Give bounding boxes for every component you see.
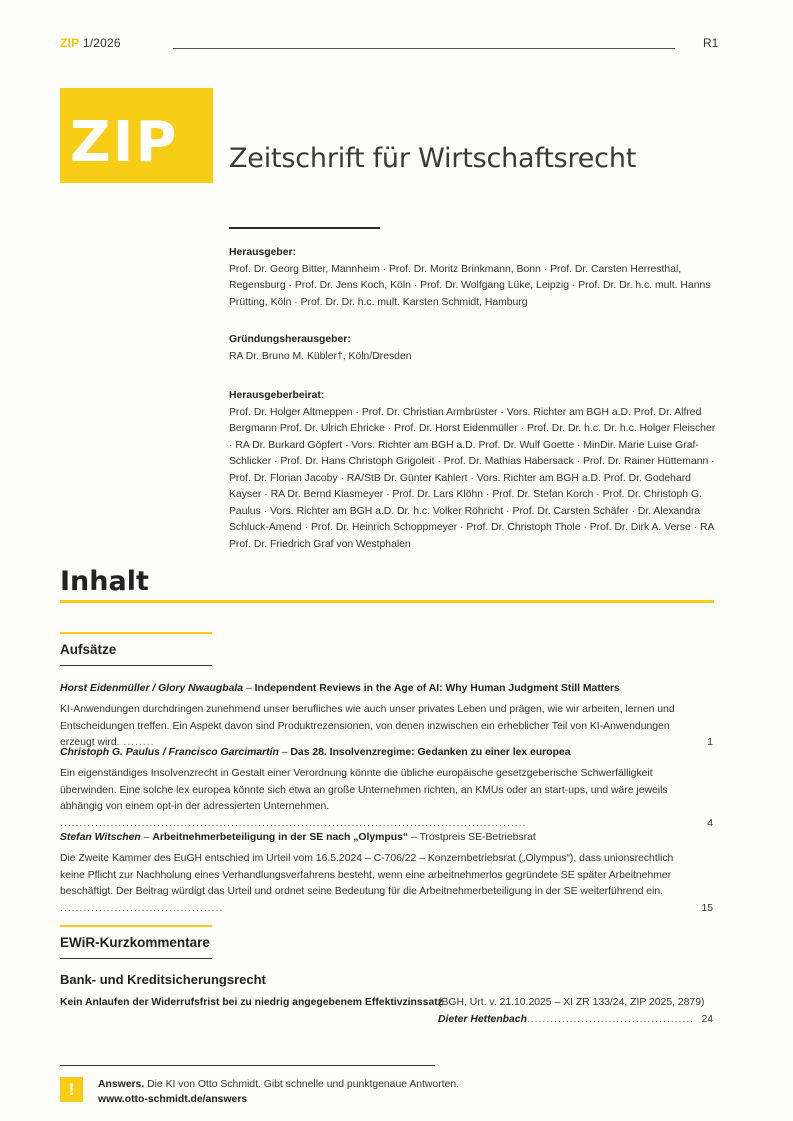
article-entry[interactable] bbox=[60, 830, 713, 918]
dot-leader: ........ bbox=[119, 737, 155, 749]
aufsaetze-accent bbox=[60, 632, 212, 634]
zip-logo bbox=[60, 88, 213, 183]
article-abstract bbox=[60, 766, 713, 833]
dot-leader: ............................................ bbox=[523, 1014, 695, 1025]
article-page: 4 bbox=[707, 818, 713, 830]
abstract-text: KI-Anwendungen durchdringen zunehmend unser berufliches wie auch unser privates Leben und prägen, wie wir arbeiten, lernen und Entscheidungen treffen. Ein Aspekt davon sind Produktrezensionen, von denen inzwischen ein erheblicher Teil von KI-Anwendungen erzeugt wird. bbox=[60, 703, 675, 749]
ewir-rule bbox=[60, 958, 212, 959]
herausgeber-label: Herausgeber: bbox=[229, 247, 296, 258]
journal-title: Zeitschrift für Wirtschaftsrecht bbox=[229, 143, 637, 174]
article-entry[interactable] bbox=[60, 745, 713, 833]
ewir-entry-title[interactable]: Kein Anlaufen der Widerrufsfrist bei zu niedrig angegebenem Effektivzinssatz bbox=[60, 997, 443, 1008]
footer-ad bbox=[98, 1077, 459, 1107]
footer-text: Die KI von Otto Schmidt. Gibt schnelle und punktgenaue Antworten. bbox=[144, 1079, 459, 1090]
beirat-label: Herausgeberbeirat: bbox=[229, 390, 325, 401]
ewir-accent bbox=[60, 925, 212, 927]
ewir-subheading: Bank- und Kreditsicherungsrecht bbox=[60, 972, 266, 987]
logo-text: ZIP bbox=[70, 110, 179, 175]
footer-brand: Answers. bbox=[98, 1079, 145, 1090]
article-dash: – bbox=[278, 747, 291, 758]
header-brand: ZIP bbox=[60, 36, 80, 50]
article-page: 1 bbox=[707, 737, 713, 749]
dot-leader: ........................................................................................................................ bbox=[60, 818, 527, 830]
ewir-citation: (BGH, Urt. v. 21.10.2025 – XI ZR 133/24, ZIP 2025, 2879) bbox=[438, 997, 705, 1008]
gruendung-label: Gründungsherausgeber: bbox=[229, 334, 351, 345]
article-title[interactable]: Das 28. Insolvenzregime: Gedanken zu einer lex europea bbox=[290, 747, 571, 758]
herausgeber-block bbox=[229, 245, 719, 311]
article-dash: – bbox=[140, 832, 153, 843]
gruendung-block bbox=[229, 332, 719, 365]
title-rule bbox=[229, 227, 380, 229]
abstract-text: Die Zweite Kammer des EuGH entschied im Urteil vom 16.5.2024 – C-706/22 – Konzernbetriebsrat („Olympus“), dass unionsrechtlich keine Pflicht zur Nachholung eines Verhandlungsverfahrens besteht, wenn eine arbeitnehmerlos gegründete SE später Arbeitnehmer beschäftigt. Der Beitrag würdigt das Urteil und ordnet seine Bedeutung für die Arbeitnehmerbeteiligung in der SE weiterführend ein. bbox=[60, 852, 674, 898]
article-authors: Christoph G. Paulus / Francisco Garcimartín bbox=[60, 747, 279, 758]
abstract-text: Ein eigenständiges Insolvenzrecht in Gestalt einer Verordnung könnte die übliche europäische gesetzgeberische Schwerfälligkeit überwinden. Eine solche lex europea könnte sich etwa an große Unternehmen richten, an KMUs oder an start-ups, und wäre jeweils abhängig von einem opt-in der adressierten Unternehmen. bbox=[60, 767, 668, 813]
contents-rule bbox=[60, 600, 714, 603]
running-header bbox=[60, 36, 121, 50]
article-abstract bbox=[60, 851, 713, 918]
header-rule bbox=[173, 48, 675, 49]
ewir-author: Dieter Hettenbach bbox=[438, 1014, 527, 1025]
beirat-block bbox=[229, 388, 719, 553]
page-number: R1 bbox=[703, 36, 719, 50]
article-title[interactable]: Independent Reviews in the Age of AI: Why Human Judgment Still Matters bbox=[254, 683, 620, 694]
dot-leader: .......................................... bbox=[60, 903, 224, 915]
article-entry[interactable] bbox=[60, 681, 713, 752]
footer-rule bbox=[60, 1065, 435, 1066]
herausgeber-names: Prof. Dr. Georg Bitter, Mannheim · Prof. Dr. Moritz Brinkmann, Bonn · Prof. Dr. Carsten Herresthal, Regensburg · Prof. Dr. Jens Koch, Köln · Prof. Dr. Wolfgang Lüke, Leipzig · Prof. Dr. Dr. h.c. mult. Hanns Prütting, Köln · Prof. Dr. Dr. h.c. mult. Karsten Schmidt, Hamburg bbox=[229, 263, 711, 308]
article-subtitle: – Trostpreis SE-Betriebsrat bbox=[408, 832, 536, 843]
article-authors: Stefan Witschen bbox=[60, 832, 141, 843]
ewir-page: 24 bbox=[701, 1014, 713, 1025]
ewir-heading: EWiR-Kurzkommentare bbox=[60, 935, 210, 950]
article-title[interactable]: Arbeitnehmerbeteiligung in der SE nach „Olympus“ bbox=[152, 832, 409, 843]
article-dash: – bbox=[243, 683, 255, 694]
footer-link[interactable]: www.otto-schmidt.de/answers bbox=[98, 1094, 248, 1105]
article-authors: Horst Eidenmüller / Glory Nwaugbala bbox=[60, 683, 244, 694]
gruendung-names: RA Dr. Bruno M. Kübler†, Köln/Dresden bbox=[229, 350, 412, 362]
exclamation-icon: ! bbox=[60, 1077, 83, 1102]
aufsaetze-heading: Aufsätze bbox=[60, 642, 117, 657]
aufsaetze-rule bbox=[60, 665, 212, 666]
header-issue: 1/2026 bbox=[82, 36, 121, 50]
contents-title: Inhalt bbox=[60, 566, 149, 597]
beirat-names: Prof. Dr. Holger Altmeppen · Prof. Dr. Christian Armbrüster · Vors. Richter am BGH a.D. Prof. Dr. Alfred Bergmann Prof. Dr. Ulrich Ehricke · Prof. Dr. Horst Eidenmüller · Prof. Dr. Dr. h.c. Dr. h.c. Holger Fleischer · RA Dr. Burkard Göpfert · Vors. Richter am BGH a.D. Prof. Dr. Wulf Goette · MinDir. Marie Luise Graf-Schlicker · Prof. Dr. Hans Christoph Grigoleit · Prof. Dr. Mathias Habersack · Prof. Dr. Rainer Hüttemann · Prof. Dr. Florian Jacoby · RA/StB Dr. Günter Kahlert · Vors. Richter am BGH a.D. Prof. Dr. Godehard Kayser · RA Dr. Bernd Klasmeyer · Prof. Dr. Lars Klöhn · Prof. Dr. Stefan Korch · Prof. Dr. Christoph G. Paulus · Vors. Richter am BGH a.D. Dr. h.c. Volker Röhricht · Prof. Dr. Carsten Schäfer · Dr. Alexandra Schluck-Amend · Prof. Dr. Heinrich Schoppmeyer · Prof. Dr. Christoph Thole · Prof. Dr. Dirk A. Verse · RA Prof. Dr. Friedrich Graf von Westphalen bbox=[229, 406, 716, 550]
article-page: 15 bbox=[701, 903, 713, 915]
